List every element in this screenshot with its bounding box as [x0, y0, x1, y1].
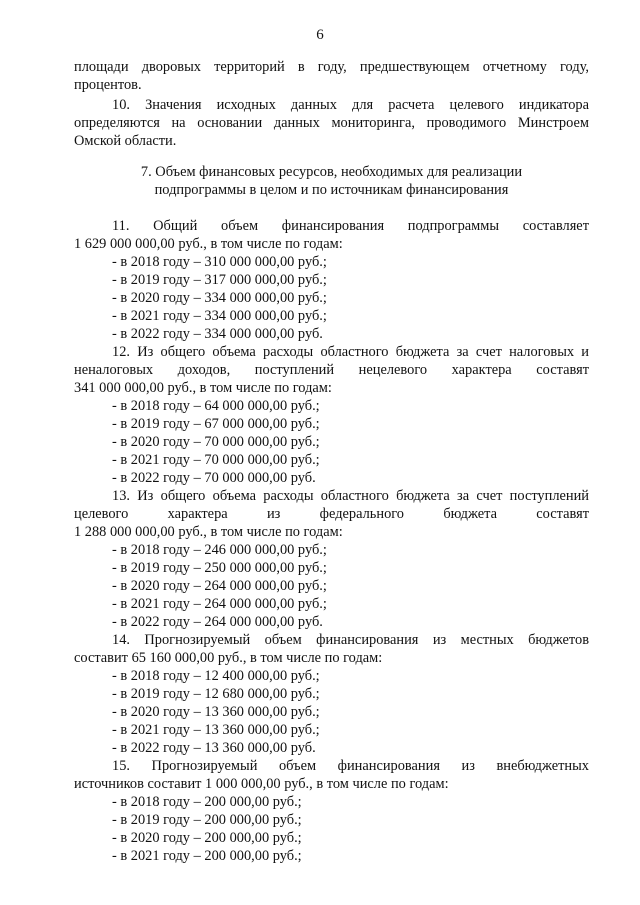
text-line: определяются на основании данных мониторинга, проводимого Минстроем: [74, 115, 589, 131]
text-line: неналоговых доходов, поступлений нецелевого характера составят: [74, 362, 589, 378]
section-heading: [74, 163, 589, 199]
text-line: целевого характера из федерального бюджета составят: [74, 506, 589, 522]
list-item: - в 2019 году – 12 680 000,00 руб.;: [112, 686, 320, 702]
list-item: - в 2022 году – 70 000 000,00 руб.: [112, 470, 316, 486]
list-item: - в 2018 году – 246 000 000,00 руб.;: [112, 542, 327, 558]
list-item: - в 2021 году – 334 000 000,00 руб.;: [112, 308, 327, 324]
list-item: - в 2020 году – 200 000,00 руб.;: [112, 830, 302, 846]
list-item: - в 2019 году – 250 000 000,00 руб.;: [112, 560, 327, 576]
text-line: составит 65 160 000,00 руб., в том числе по годам:: [74, 650, 383, 666]
list-item: - в 2022 году – 334 000 000,00 руб.: [112, 326, 323, 342]
text-line: Омской области.: [74, 133, 177, 149]
text-line: 14. Прогнозируемый объем финансирования из местных бюджетов: [112, 632, 589, 648]
paragraph-10: [74, 96, 589, 150]
list-item: - в 2020 году – 264 000 000,00 руб.;: [112, 578, 327, 594]
list-item: - в 2020 году – 13 360 000,00 руб.;: [112, 704, 320, 720]
text-line: 10. Значения исходных данных для расчета целевого индикатора: [112, 97, 589, 113]
text-line: 12. Из общего объема расходы областного бюджета за счет налоговых и: [112, 344, 589, 360]
heading-line: подпрограммы в целом и по источникам финансирования: [154, 182, 509, 198]
text-line: 1 288 000 000,00 руб., в том числе по годам:: [74, 524, 343, 540]
list-item: - в 2021 году – 264 000 000,00 руб.;: [112, 596, 327, 612]
list-item: - в 2021 году – 200 000,00 руб.;: [112, 848, 302, 864]
list-item: - в 2019 году – 67 000 000,00 руб.;: [112, 416, 320, 432]
list-item: - в 2019 году – 317 000 000,00 руб.;: [112, 272, 327, 288]
text-line: 11. Общий объем финансирования подпрограммы составляет: [112, 218, 589, 234]
paragraph-12: [74, 343, 589, 487]
paragraph-11: [74, 217, 589, 343]
text-line: 341 000 000,00 руб., в том числе по годам:: [74, 380, 332, 396]
list-item: - в 2021 году – 70 000 000,00 руб.;: [112, 452, 320, 468]
text-line: 1 629 000 000,00 руб., в том числе по годам:: [74, 236, 343, 252]
text-line: площади дворовых территорий в году, предшествующем отчетному году,: [74, 59, 589, 75]
list-item: - в 2018 году – 200 000,00 руб.;: [112, 794, 302, 810]
list-item: - в 2018 году – 12 400 000,00 руб.;: [112, 668, 320, 684]
heading-line: 7. Объем финансовых ресурсов, необходимых для реализации: [140, 164, 523, 180]
list-item: - в 2022 году – 13 360 000,00 руб.: [112, 740, 316, 756]
list-item: - в 2018 году – 310 000 000,00 руб.;: [112, 254, 327, 270]
continuation-block: [74, 58, 589, 94]
paragraph-13: [74, 487, 589, 631]
list-item: - в 2021 году – 13 360 000,00 руб.;: [112, 722, 320, 738]
text-line: источников составит 1 000 000,00 руб., в том числе по годам:: [74, 776, 449, 792]
text-line: 13. Из общего объема расходы областного бюджета за счет поступлений: [112, 488, 589, 504]
list-item: - в 2018 году – 64 000 000,00 руб.;: [112, 398, 320, 414]
text-line: 15. Прогнозируемый объем финансирования из внебюджетных: [112, 758, 589, 774]
list-item: - в 2020 году – 334 000 000,00 руб.;: [112, 290, 327, 306]
page-number: 6: [316, 27, 324, 43]
list-item: - в 2019 году – 200 000,00 руб.;: [112, 812, 302, 828]
text-line: процентов.: [74, 77, 142, 93]
paragraph-14: [74, 631, 589, 757]
list-item: - в 2020 году – 70 000 000,00 руб.;: [112, 434, 320, 450]
list-item: - в 2022 году – 264 000 000,00 руб.: [112, 614, 323, 630]
paragraph-15: [74, 757, 589, 865]
